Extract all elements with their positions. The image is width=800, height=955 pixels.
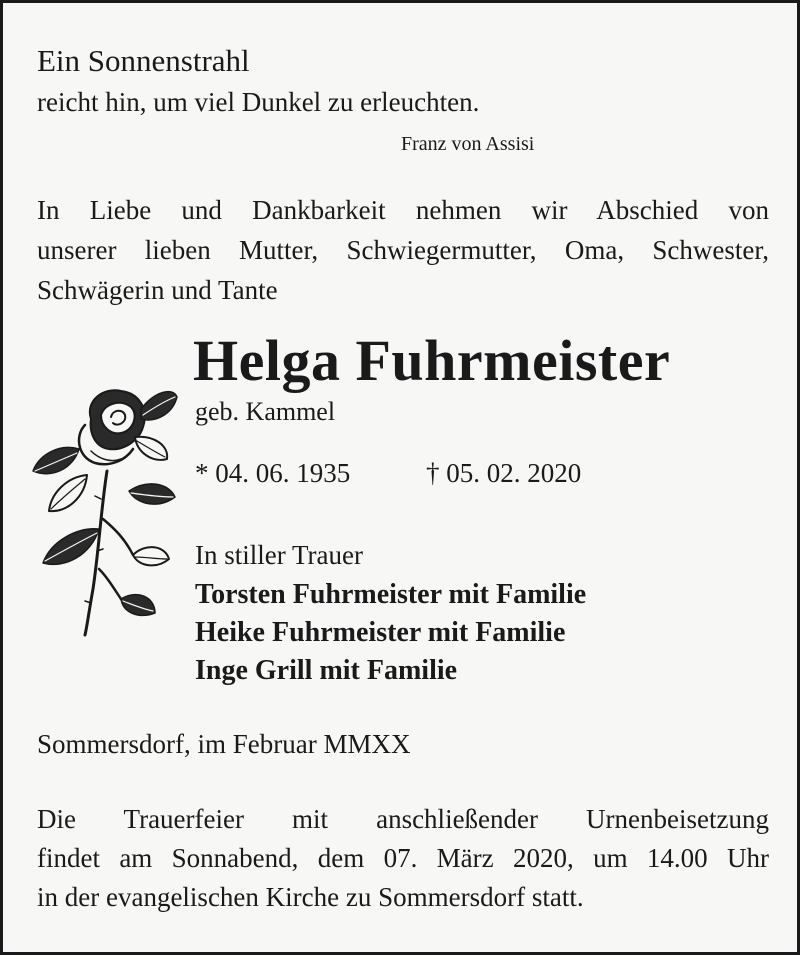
place-date: Sommersdorf, im Februar MMXX	[37, 729, 411, 759]
mourners-list	[195, 576, 586, 690]
mourner-name: Inge Grill mit Familie	[195, 655, 458, 686]
rose-icon	[29, 379, 179, 639]
quote-author: Franz von Assisi	[401, 133, 535, 155]
intro-line: In Liebe und Dankbarkeit nehmen wir Abschied von	[37, 195, 769, 225]
service-line: findet am Sonnabend, dem 07. März 2020, um 14.00 Uhr	[37, 843, 769, 873]
intro-line: Schwägerin und Tante	[37, 275, 278, 305]
mourner-name: Heike Fuhrmeister mit Familie	[195, 617, 566, 648]
mourner-name: Torsten Fuhrmeister mit Familie	[195, 579, 587, 610]
service-line: in der evangelischen Kirche zu Sommersdorf statt.	[37, 882, 584, 912]
intro-text	[37, 190, 769, 310]
quote-line-1: Ein Sonnenstrahl	[37, 43, 250, 78]
intro-line: unserer lieben Mutter, Schwiegermutter, Oma, Schwester,	[37, 235, 769, 265]
maiden-name: geb. Kammel	[195, 397, 336, 426]
deceased-name: Helga Fuhrmeister	[193, 328, 671, 393]
service-notice	[37, 800, 769, 917]
quote-line-2: reicht hin, um viel Dunkel zu erleuchten.	[37, 87, 480, 117]
birth-date: * 04. 06. 1935	[195, 458, 351, 488]
mourning-heading: In stiller Trauer	[195, 540, 363, 570]
service-line: Die Trauerfeier mit anschließender Urnenbeisetzung	[37, 804, 769, 834]
death-date: † 05. 02. 2020	[426, 458, 582, 488]
